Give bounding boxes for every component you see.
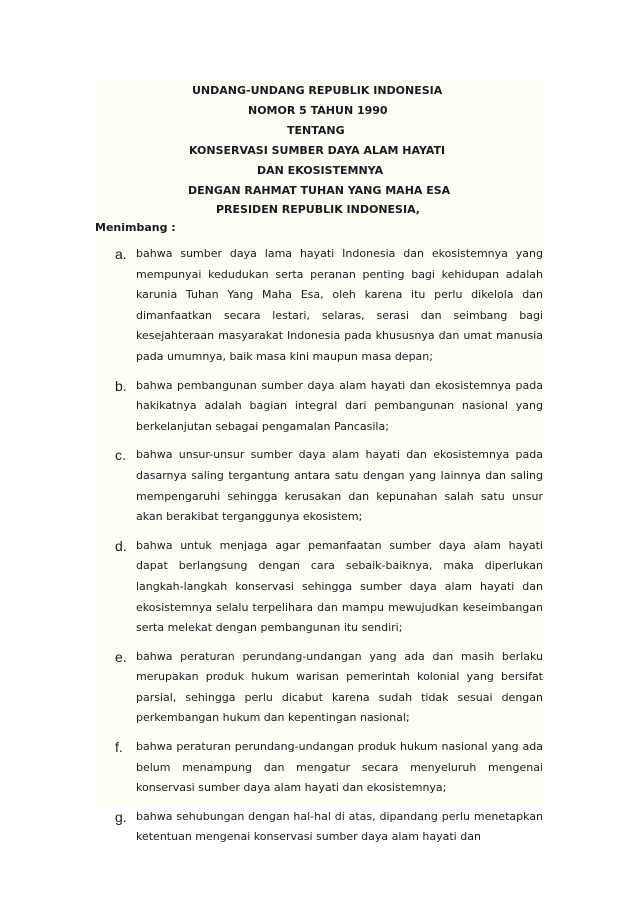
item-marker: a. — [115, 246, 127, 262]
item-marker: g. — [115, 808, 127, 825]
item-text: bahwa pembangunan sumber daya alam hayati dan ekosistemnya pada hakikatnya adalah bagian integral dari pembangunan nasional yang berkelanjutan sebagai pengamalan Pancasila; — [136, 378, 543, 433]
document-page — [95, 81, 543, 844]
list-item — [95, 737, 543, 799]
list-item — [95, 376, 543, 438]
president-line: PRESIDEN REPUBLIK INDONESIA, — [216, 203, 420, 216]
item-text: bahwa sumber daya lama hayati Indonesia dan ekosistemnya yang mempunyai kedudukan serta peranan penting bagi kehidupan adalah karunia Tuhan Yang Maha Esa, oleh karena itu perlu dikelola dan dimanfaatkan secara lestari, selaras, serasi dan seimbang bagi kesejahteraan masyarakat Indonesia pada khususnya dan umat manusia pada umumnya, baik masa kini maupun masa depan; — [136, 247, 543, 363]
item-marker: d. — [115, 537, 127, 554]
considerations-list — [95, 244, 543, 856]
menimbang-label: Menimbang : — [95, 221, 176, 234]
item-marker: b. — [115, 377, 127, 394]
item-marker: c. — [115, 447, 126, 464]
law-subject-line2: DAN EKOSISTEMNYA — [257, 164, 384, 177]
list-item — [95, 807, 543, 848]
law-about: TENTANG — [287, 124, 345, 137]
law-title: UNDANG-UNDANG REPUBLIK INDONESIA — [192, 84, 443, 97]
list-item — [95, 647, 543, 729]
item-marker: e. — [115, 648, 127, 665]
list-item — [95, 536, 543, 639]
invocation: DENGAN RAHMAT TUHAN YANG MAHA ESA — [188, 184, 451, 197]
law-number: NOMOR 5 TAHUN 1990 — [248, 104, 388, 117]
item-text: bahwa peraturan perundang-undangan yang ada dan masih berlaku merupakan produk hukum warisan pemerintah kolonial yang bersifat parsial, sehingga perlu dicabut karena sudah tidak sesuai dengan perkembangan hukum dan kepentingan nasional; — [136, 649, 543, 725]
item-text: bahwa untuk menjaga agar pemanfaatan sumber daya alam hayati dapat berlangsung dengan cara sebaik-baiknya, maka diperlukan langkah-langkah konservasi sehingga sumber daya alam hayati dan ekosistemnya selalu terpelihara dan mampu mewujudkan keseimbangan serta melekat dengan pembangunan itu sendiri; — [136, 538, 543, 635]
item-text: bahwa sehubungan dengan hal-hal di atas, dipandang perlu menetapkan ketentuan mengenai konservasi sumber daya alam hayati dan — [136, 809, 543, 844]
item-text: bahwa peraturan perundang-undangan produk hukum nasional yang ada belum menampung dan mengatur secara menyeluruh mengenai konservasi sumber daya alam hayati dan ekosistemnya; — [136, 740, 543, 795]
law-subject-line1: KONSERVASI SUMBER DAYA ALAM HAYATI — [189, 144, 446, 157]
list-item — [95, 244, 543, 368]
item-marker: f. — [115, 739, 123, 756]
list-item — [95, 445, 543, 527]
item-text: bahwa unsur-unsur sumber daya alam hayati dan ekosistemnya pada dasarnya saling tergantung antara satu dengan yang lainnya dan saling mempengaruhi sehingga kerusakan dan kepunahan salah satu unsur akan berakibat terganggunya ekosistem; — [136, 448, 543, 524]
